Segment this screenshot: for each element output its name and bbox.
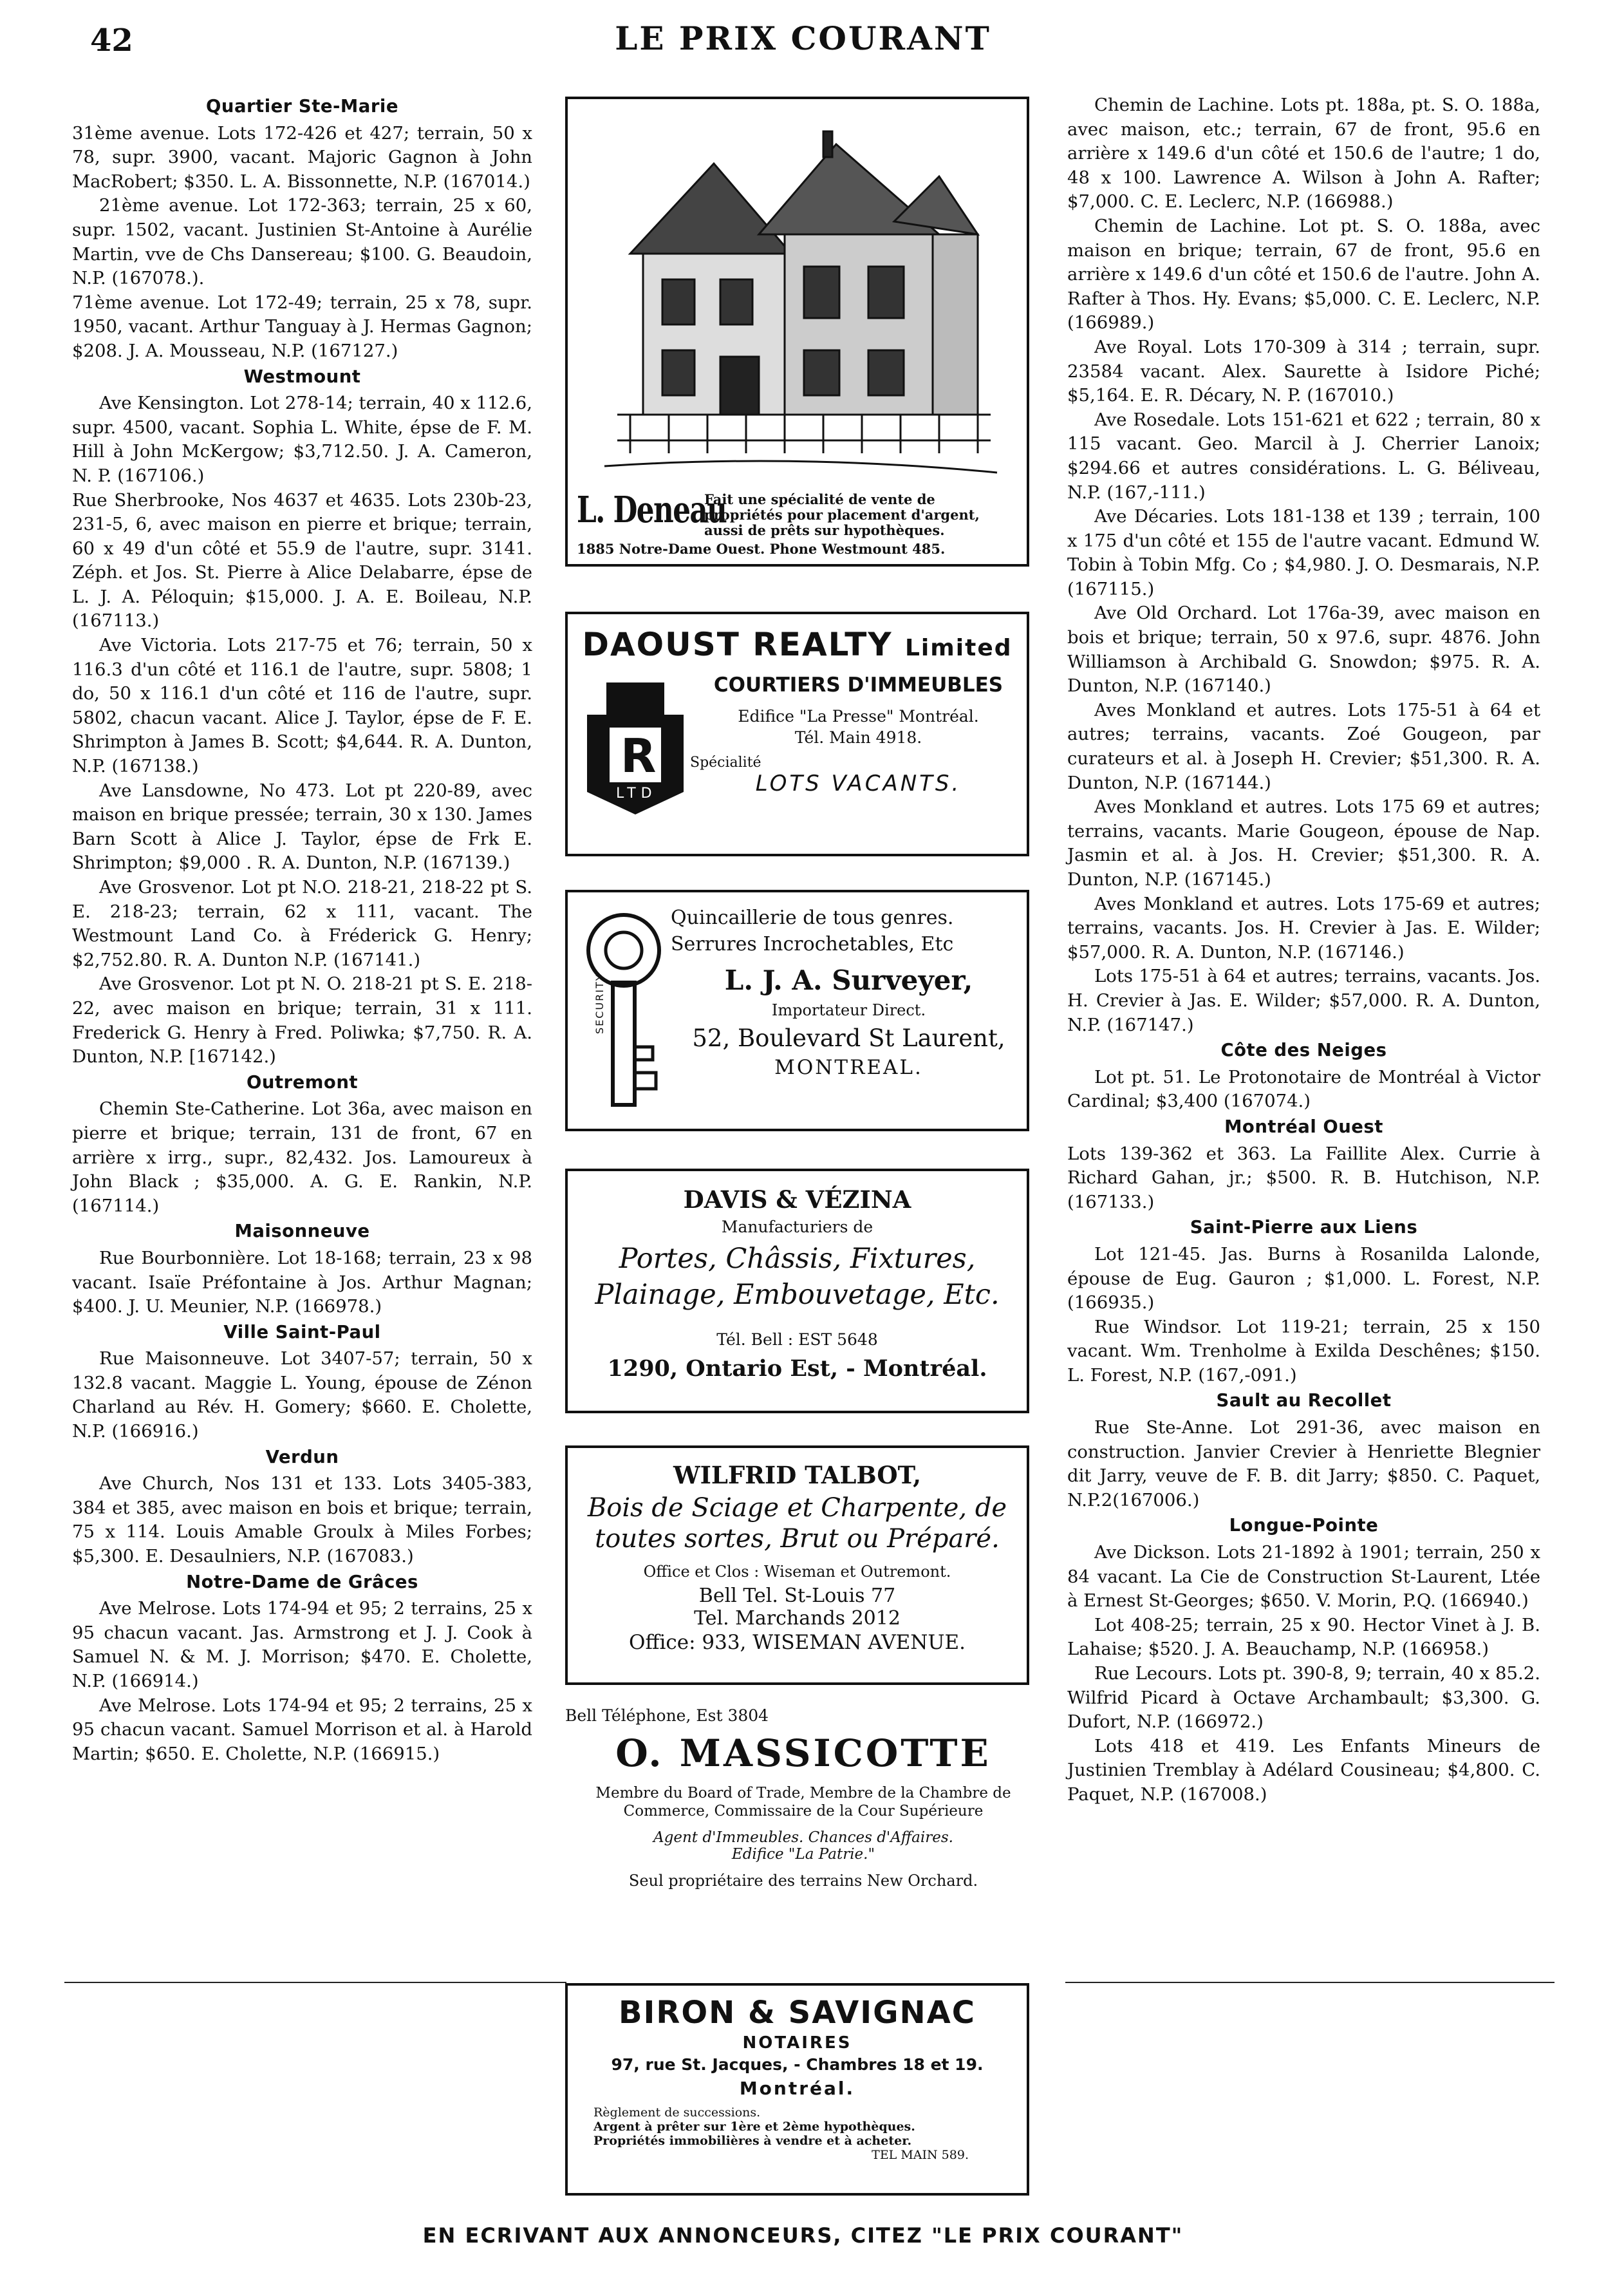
transaction-entry: Chemin Ste-Catherine. Lot 36a, avec maison en pierre et brique; terrain, 131 de front, 67 en arrière x irrg., supr., 82,432. Jos. Lamoureux à John Black ; $35,000. A. G. E. Rankin, N.P. (167114.) <box>72 1098 532 1216</box>
transaction-entry: Lot pt. 51. Le Protonotaire de Montréal à Victor Cardinal; $3,400 (167074.) <box>1067 1066 1540 1112</box>
biron-line3: Propriétés immobilières à vendre et à acheter. <box>593 2134 912 2148</box>
ad-davis <box>565 1169 1029 1413</box>
transaction-entry: Rue Ste-Anne. Lot 291-36, avec maison en construction. Janvier Crevier à Henriette Blegnier dit Jarry, veuve de F. B. dit Jarry; $850. C. Paquet, N.P.2(167006.) <box>1067 1417 1540 1510</box>
surveyer-line1: Quincaillerie de tous genres. <box>671 907 954 929</box>
biron-line1: Règlement de successions. <box>593 2105 761 2120</box>
davis-line1: Portes, Châssis, Fixtures, <box>619 1243 976 1275</box>
section-heading: Westmount <box>243 366 361 387</box>
section-heading: Côte des Neiges <box>1220 1040 1387 1061</box>
ad-massicotte <box>565 1706 1041 1890</box>
daoust-limited: Limited <box>904 635 1013 661</box>
transaction-entry: Ave Lansdowne, No 473. Lot pt 220-89, avec maison en brique pressée; terrain, 30 x 130. James Barn Scott à Alice J. Taylor, épse de Frk E. Shrimpton; $9,000 . R. A. Dunton, N.P. (167139.) <box>72 780 532 874</box>
talbot-line6: Office: 933, WISEMAN AVENUE. <box>629 1631 966 1654</box>
biron-tel: TEL MAIN 589. <box>872 2148 969 2162</box>
transaction-entry: Rue Bourbonnière. Lot 18-168; terrain, 23 x 98 vacant. Isaïe Préfontaine à Jos. Arthur Magnan; $400. J. U. Meunier, N.P. (166978.) <box>72 1247 532 1317</box>
transaction-entry: Ave Décaries. Lots 181-138 et 139 ; terrain, 100 x 175 d'un côté et 155 de l'autre vacant. Edmund W. Tobin à Tobin Mfg. Co ; $4,980. J. O. Desmarais, N.P. (167115.) <box>1067 506 1540 599</box>
ad-surveyer <box>565 890 1029 1131</box>
talbot-line4: Bell Tel. St-Louis 77 <box>698 1585 896 1607</box>
ad-biron <box>565 1983 1029 2196</box>
section-heading: Quartier Ste-Marie <box>205 96 398 117</box>
davis-line2: Plainage, Embouvetage, Etc. <box>595 1279 1000 1311</box>
biron-line2: Argent à prêter sur 1ère et 2ème hypothèques. <box>593 2120 915 2134</box>
daoust-logo-letter: R <box>621 729 657 783</box>
surveyer-city: MONTREAL. <box>774 1056 923 1079</box>
right-column <box>1067 93 1540 1807</box>
running-head: LE PRIX COURANT <box>615 19 991 57</box>
daoust-line1: COURTIERS D'IMMEUBLES <box>713 673 1004 697</box>
massicotte-line1: Membre du Board of Trade, Membre de la Chambre de Commerce, Commissaire de la Cour Supérieure <box>595 1785 1011 1820</box>
transaction-entry: 21ème avenue. Lot 172-363; terrain, 25 x 60, supr. 1502, vacant. Justinien St-Antoine à Aurélie Martin, vve de Chs Dansereau; $100. G. Beaudoin, N.P. (167078.). <box>72 195 532 289</box>
biron-sub: NOTAIRES <box>742 2033 852 2053</box>
transaction-entry: Lots 175-51 à 64 et autres; terrains, vacants. Jos. H. Crevier à Jas. E. Wilder; $57,000. R. A. Dunton, N.P. (167147.) <box>1067 966 1540 1035</box>
davis-name: DAVIS & VÉZINA <box>683 1185 911 1214</box>
surveyer-name: L. J. A. Surveyer, <box>724 965 973 996</box>
talbot-line3: Office et Clos : Wiseman et Outremont. <box>643 1563 951 1581</box>
transaction-entry: Aves Monkland et autres. Lots 175-51 à 64 et autres; terrains, vacants. Zoé Gougeon, par curateurs et al. à Joseph H. Crevier; $51,300. R. A. Dunton, N.P. (167144.) <box>1067 699 1540 793</box>
section-heading: Maisonneuve <box>234 1221 370 1242</box>
key-text: SECURITY <box>593 973 606 1034</box>
talbot-line1: Bois de Sciage et Charpente, de <box>587 1493 1007 1523</box>
biron-address: 97, rue St. Jacques, - Chambres 18 et 19. <box>611 2055 984 2074</box>
davis-sub: Manufacturiers de <box>721 1218 873 1236</box>
daoust-specialite: Spécialité <box>690 755 761 771</box>
transaction-entry: Lot 408-25; terrain, 25 x 90. Hector Vinet à J. B. Lahaise; $520. J. A. Beauchamp, N.P. (166958.) <box>1067 1614 1540 1660</box>
house-engraving <box>592 106 1004 485</box>
ad-talbot <box>565 1445 1029 1685</box>
biron-city: Montréal. <box>739 2078 855 2099</box>
massicotte-line2: Agent d'Immeubles. Chances d'Affaires. <box>653 1829 953 1846</box>
page-number: 42 <box>90 23 133 59</box>
transaction-entry: Rue Sherbrooke, Nos 4637 et 4635. Lots 230b-23, 231-5, 6, avec maison en pierre et brique; terrain, 60 x 49 d'un côté et 55.9 de l'autre, supr. 3141. Zéph. et Jos. St. Pierre à Alice Delabarre, épse de L. J. A. Péloquin; $15,000. J. A. E. Boileau, N.P. (167113.) <box>72 489 532 632</box>
deneau-tagline: Fait une spécialité de vente de propriétés pour placement d'argent, aussi de prêts sur hypothèques. <box>704 491 980 538</box>
transaction-entry: Ave Grosvenor. Lot pt N. O. 218-21 pt S. E. 218-22, avec maison en brique; terrain, 31 x 111. Frederick G. Henry à Fred. Poliwka; $7,750. R. A. Dunton, N.P. [167142.) <box>72 974 532 1068</box>
transaction-entry: Rue Maisonneuve. Lot 3407-57; terrain, 50 x 132.8 vacant. Maggie L. Young, épouse de Zénon Charland au Rév. H. Gomery; $660. E. Cholette, N.P. (166916.) <box>72 1348 532 1442</box>
transaction-entry: Ave Kensington. Lot 278-14; terrain, 40 x 112.6, supr. 4500, vacant. Sophia L. White, épse de F. M. Hill à John McKergow; $3,712.50. J. A. Cameron, N. P. (167106.) <box>72 393 532 486</box>
transaction-entry: Rue Windsor. Lot 119-21; terrain, 25 x 150 vacant. Wm. Trenholme à Exilda Deschênes; $150. L. Forest, N.P. (167,-091.) <box>1067 1316 1540 1386</box>
left-column <box>72 93 532 1766</box>
daoust-logo-ltd: LTD <box>616 786 657 802</box>
transaction-entry: Aves Monkland et autres. Lots 175 69 et autres; terrains, vacants. Marie Gougeon, épouse de Nap. Jasmin et al. à Jos. H. Crevier; $51,300. R. A. Dunton, N.P. (167145.) <box>1067 796 1540 890</box>
transaction-entry: Chemin de Lachine. Lots pt. 188a, pt. S. O. 188a, avec maison, etc.; terrain, 67 de front, 95.6 en arrière x 149.6 d'un côté et 150.6 de l'autre; 1 do, 48 x 100. Lawrence A. Wilson à John A. Rafter; $7,000. C. E. Leclerc, N.P. (166988.) <box>1067 95 1540 212</box>
davis-tel: Tél. Bell : EST 5648 <box>716 1330 878 1349</box>
ad-daoust <box>565 612 1029 856</box>
transaction-entry: Lots 139-362 et 363. La Faillite Alex. Currie à Richard Gahan, jr.; $500. R. B. Hutchison, N.P. (167133.) <box>1067 1143 1540 1212</box>
massicotte-line3: Edifice "La Patrie." <box>731 1846 875 1863</box>
struck-line-left <box>64 1982 566 1983</box>
talbot-line2: toutes sortes, Brut ou Préparé. <box>595 1524 1000 1554</box>
transaction-entry: Ave Dickson. Lots 21-1892 à 1901; terrain, 250 x 84 vacant. La Cie de Construction St-Laurent, Ltée à Ernest St-Georges; $650. V. Morin, P.Q. (166940.) <box>1067 1542 1540 1612</box>
transaction-entry: Ave Old Orchard. Lot 176a-39, avec maison en bois et brique; terrain, 50 x 97.6, supr. 4876. John Williamson à Archibald G. Snowdon; $975. R. A. Dunton, N.P. (167140.) <box>1067 603 1540 697</box>
transaction-entry: Ave Royal. Lots 170-309 à 314 ; terrain, supr. 23584 vacant. Alex. Saurette à Isidore Piché; $5,164. E. R. Décary, N. P. (167010.) <box>1067 336 1540 406</box>
transaction-entry: Lots 418 et 419. Les Enfants Mineurs de Justinien Tremblay à Adélard Cousineau; $4,800. C. Paquet, N.P. (167008.) <box>1067 1735 1540 1805</box>
section-heading: Outremont <box>246 1071 359 1093</box>
talbot-name: WILFRID TALBOT, <box>673 1461 921 1489</box>
transaction-entry: Rue Lecours. Lots pt. 390-8, 9; terrain, 40 x 85.2. Wilfrid Picard à Octave Archambault; $3,300. G. Dufort, N.P. (166972.) <box>1067 1663 1540 1733</box>
section-heading: Ville Saint-Paul <box>223 1321 381 1342</box>
daoust-name: DAOUST REALTY <box>582 626 893 663</box>
transaction-entry: Aves Monkland et autres. Lots 175-69 et autres; terrains, vacants. Jos. H. Crevier à Jas. E. Wilder; $57,000. R. A. Dunton, N.P. (167146.) <box>1067 893 1540 963</box>
surveyer-line2: Serrures Incrochetables, Etc <box>671 933 954 955</box>
daoust-line2: Edifice "La Presse" Montréal. <box>738 707 979 726</box>
biron-name: BIRON & SAVIGNAC <box>618 1995 976 2031</box>
transaction-entry: Ave Church, Nos 131 et 133. Lots 3405-383, 384 et 385, avec maison en bois et brique; terrain, 75 x 114. Louis Amable Groulx à Miles Forbes; $5,300. E. Desaulniers, N.P. (167083.) <box>72 1473 532 1567</box>
talbot-line5: Tel. Marchands 2012 <box>694 1607 901 1630</box>
deneau-address: 1885 Notre-Dame Ouest. Phone Westmount 485. <box>577 541 946 557</box>
ad-deneau <box>565 97 1029 567</box>
struck-line-right <box>1065 1982 1555 1983</box>
key-icon <box>575 905 672 1118</box>
massicotte-line4: Seul propriétaire des terrains New Orchard. <box>628 1872 978 1890</box>
section-heading: Saint-Pierre aux Liens <box>1190 1217 1418 1238</box>
massicotte-name: O. MASSICOTTE <box>615 1731 991 1775</box>
section-heading: Notre-Dame de Grâces <box>186 1571 418 1592</box>
transaction-entry: Ave Rosedale. Lots 151-621 et 622 ; terrain, 80 x 115 vacant. Geo. Marcil à J. Cherrier Lanoix; $294.66 et autres considérations. L. G. Béliveau, N.P. (167,-111.) <box>1067 409 1540 503</box>
davis-address: 1290, Ontario Est, - Montréal. <box>607 1355 987 1382</box>
daoust-logo <box>581 670 690 818</box>
surveyer-line3: Importateur Direct. <box>771 1001 926 1019</box>
deneau-name: L. Deneau <box>577 489 727 531</box>
section-heading: Longue-Pointe <box>1229 1515 1379 1536</box>
surveyer-address: 52, Boulevard St Laurent, <box>692 1024 1005 1052</box>
daoust-line3: Tél. Main 4918. <box>794 728 922 747</box>
transaction-entry: Lot 121-45. Jas. Burns à Rosanilda Lalonde, épouse de Eug. Gauron ; $1,000. L. Forest, N.P. (166935.) <box>1067 1243 1540 1313</box>
section-heading: Verdun <box>265 1446 339 1467</box>
transaction-entry: Ave Melrose. Lots 174-94 et 95; 2 terrains, 25 x 95 chacun vacant. Jas. Armstrong et J. J. Cook à Samuel N. & M. J. Morrison; $470. E. Cholette, N.P. (166914.) <box>72 1598 532 1691</box>
transaction-entry: 31ème avenue. Lots 172-426 et 427; terrain, 50 x 78, supr. 3900, vacant. Majoric Gagnon à John MacRobert; $350. L. A. Bissonnette, N.P. (167014.) <box>72 122 532 192</box>
section-heading: Sault au Recollet <box>1216 1390 1392 1411</box>
daoust-specialty: LOTS VACANTS. <box>755 771 962 796</box>
massicotte-tel: Bell Téléphone, Est 3804 <box>565 1706 769 1725</box>
transaction-entry: Chemin de Lachine. Lot pt. S. O. 188a, avec maison en brique; terrain, 67 de front, 95.6 en arrière x 149.6 d'un côté et 150.6 de l'autre. John A. Rafter à Thos. Hy. Evans; $5,000. C. E. Leclerc, N.P. (166989.) <box>1067 215 1540 334</box>
footer-notice: EN ECRIVANT AUX ANNONCEURS, CITEZ "LE PRIX COURANT" <box>422 2223 1184 2248</box>
transaction-entry: Ave Victoria. Lots 217-75 et 76; terrain, 50 x 116.3 d'un côté et 116.1 de l'autre, supr. 5808; 1 do, 50 x 116.1 d'un côté et 116 de l'autre, supr. 5802, chacun vacant. Alice J. Taylor, épse de F. E. Shrimpton à James B. Scott; $4,644. R. A. Dunton, N.P. (167138.) <box>72 635 532 777</box>
transaction-entry: Ave Melrose. Lots 174-94 et 95; 2 terrains, 25 x 95 chacun vacant. Samuel Morrison et al. à Harold Martin; $650. E. Cholette, N.P. (166915.) <box>72 1695 532 1764</box>
transaction-entry: 71ème avenue. Lot 172-49; terrain, 25 x 78, supr. 1950, vacant. Arthur Tanguay à J. Hermas Gagnon; $208. J. A. Mousseau, N.P. (167127.) <box>72 292 532 361</box>
section-heading: Montréal Ouest <box>1224 1116 1383 1137</box>
transaction-entry: Ave Grosvenor. Lot pt N.O. 218-21, 218-22 pt S. E. 218-23; terrain, 62 x 111, vacant. The Westmount Land Co. à Fréderick G. Henry; $2,752.80. R. A. Dunton N.P. (167141.) <box>72 877 532 970</box>
